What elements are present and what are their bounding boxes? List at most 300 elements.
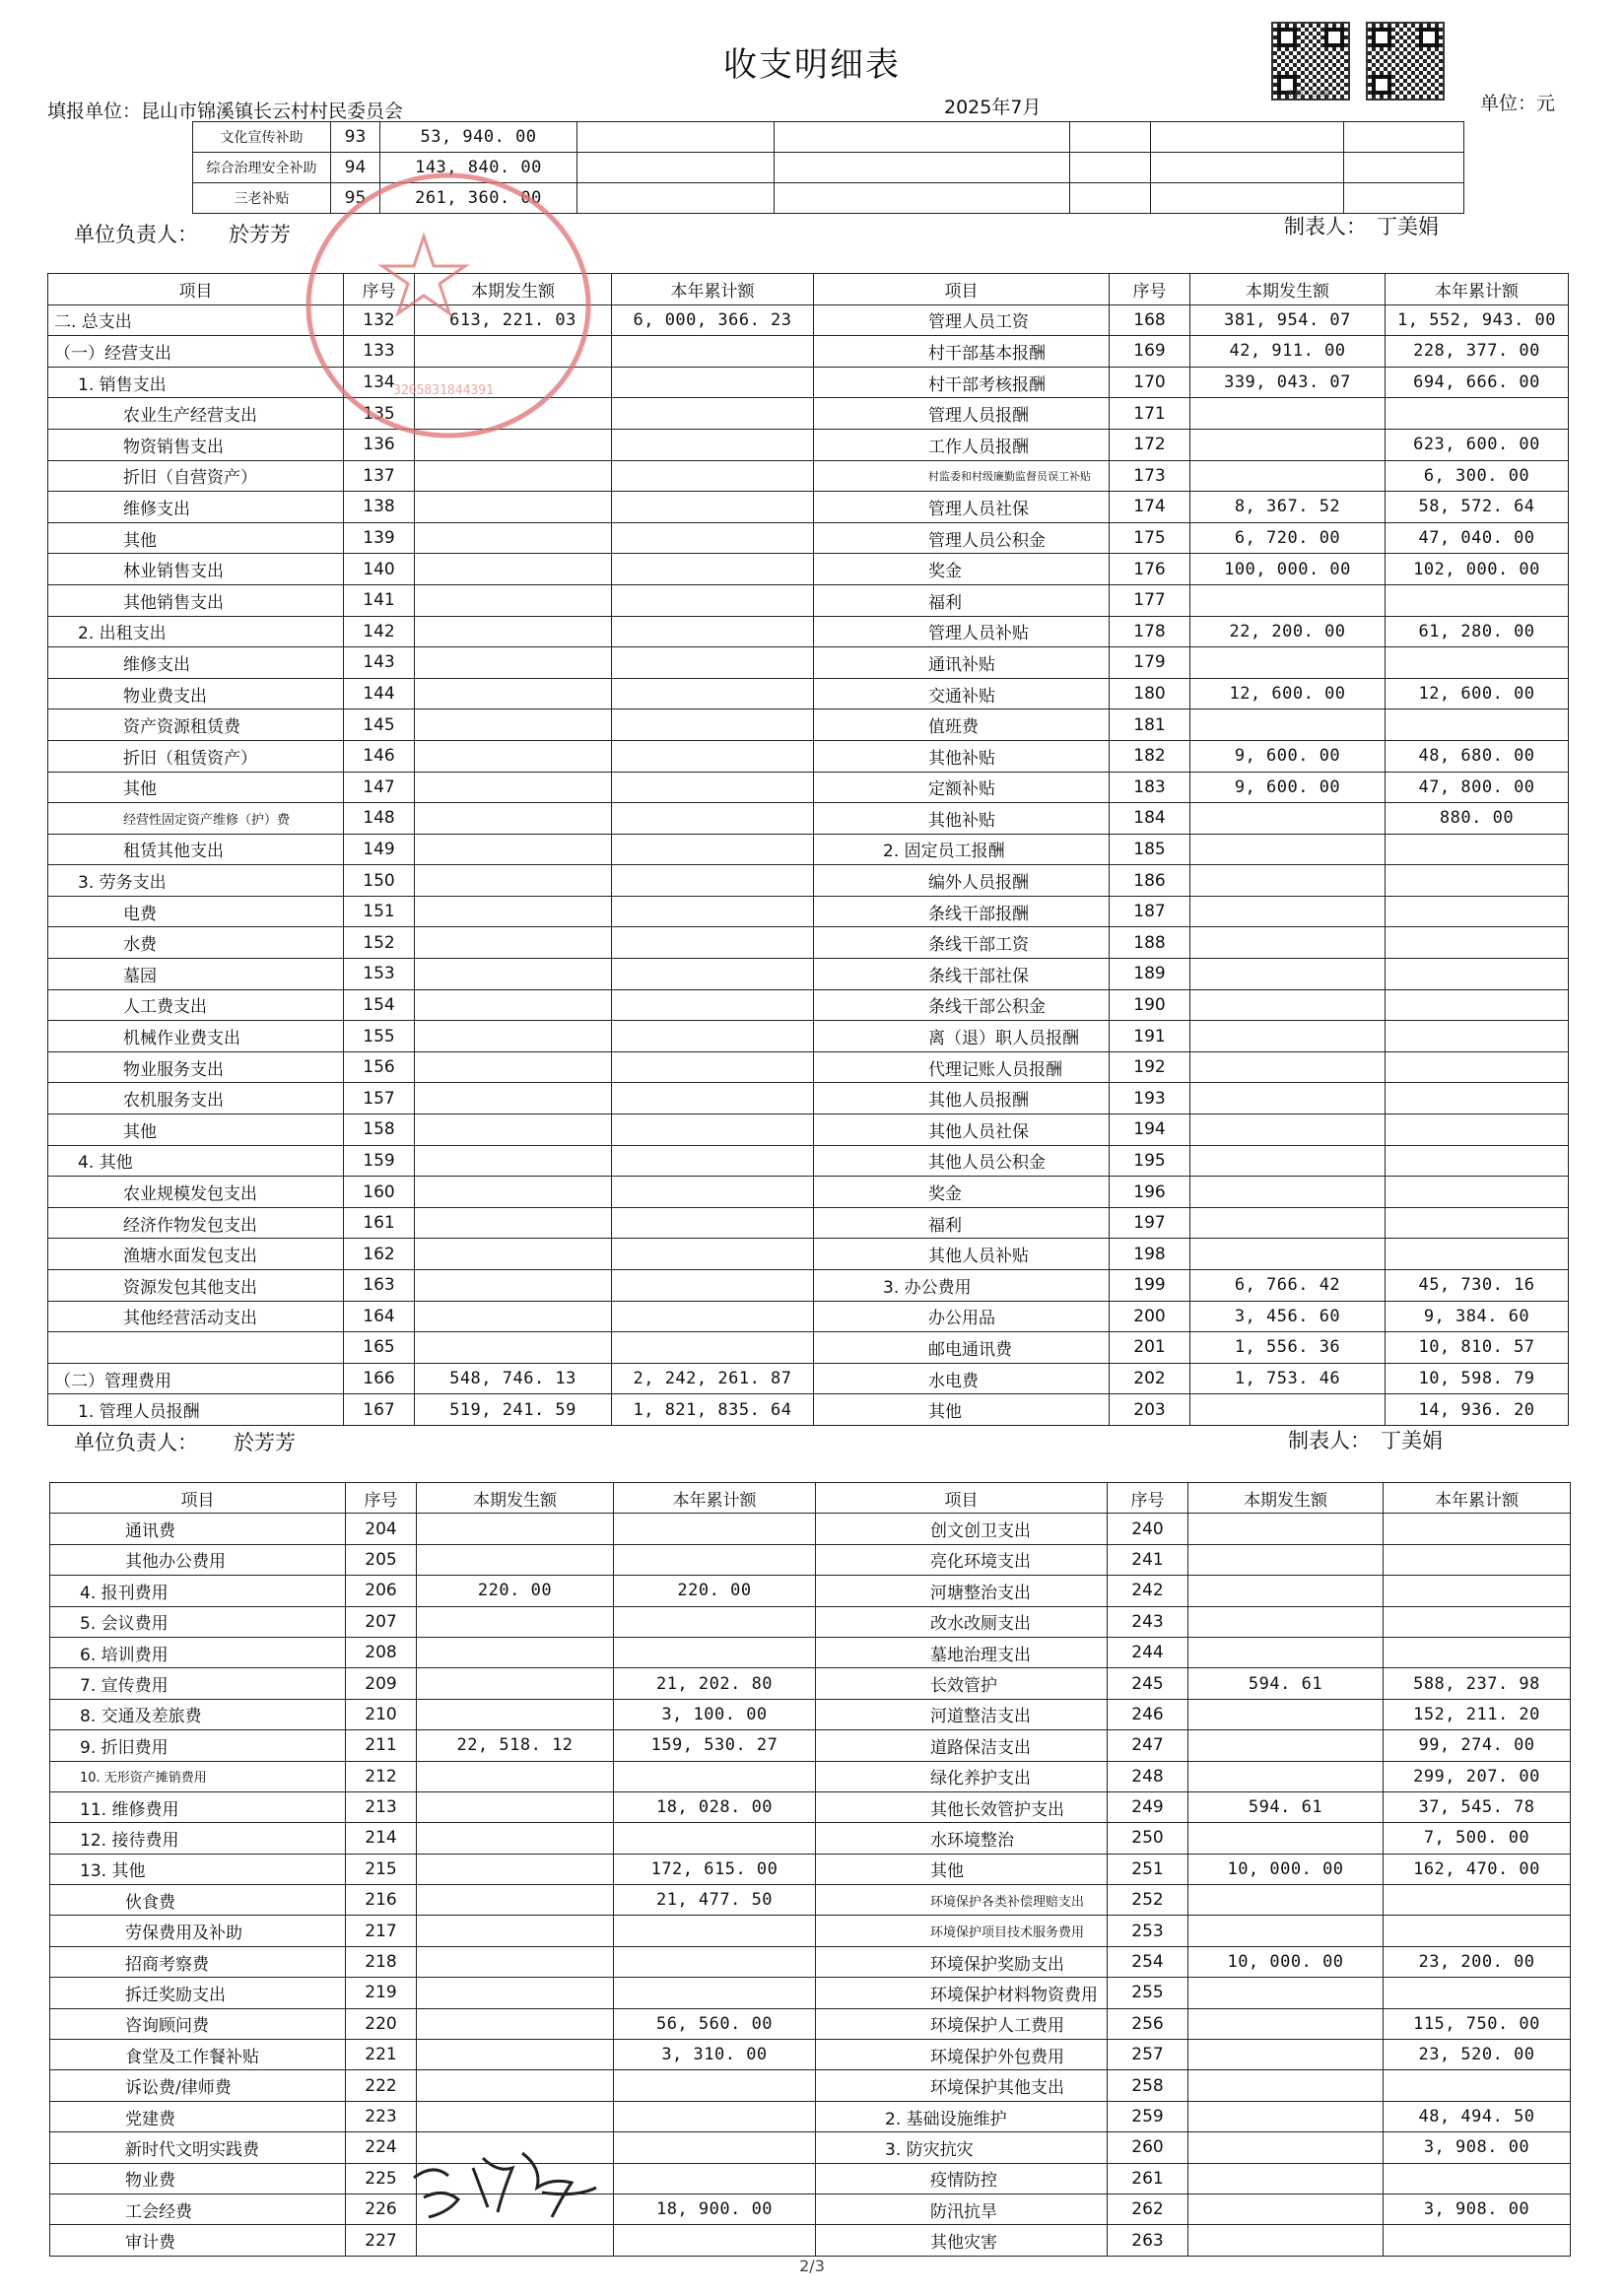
table-row (48, 1083, 1569, 1114)
row-ytd-amount (1386, 959, 1569, 990)
row-ytd-amount: 694, 666. 00 (1386, 367, 1569, 398)
table-row (50, 2194, 1571, 2224)
row-item: 道路保洁支出 (816, 1730, 1108, 1761)
row-item: 其他人员公积金 (814, 1145, 1110, 1177)
table-row (48, 678, 1569, 709)
row-current-amount (417, 2040, 614, 2070)
row-current-amount (1188, 1514, 1384, 1544)
row-current-amount (1190, 1394, 1386, 1426)
row-item: 4. 其他 (48, 1145, 344, 1177)
row-seq: 260 (1108, 2132, 1188, 2163)
table-row (50, 1576, 1571, 1606)
row-seq: 217 (346, 1916, 417, 1946)
row-current-amount: 53, 940. 00 (380, 122, 577, 153)
row-item: 其他长效管护支出 (816, 1791, 1108, 1822)
table-row (48, 772, 1569, 803)
row-item: 3. 办公费用 (814, 1270, 1110, 1302)
row-current-amount: 1, 753. 46 (1190, 1363, 1386, 1394)
table-row (48, 647, 1569, 679)
row-ytd-amount (614, 1978, 816, 2008)
row-item: 其他经营活动支出 (48, 1301, 344, 1332)
row-ytd-amount: 228, 377. 00 (1386, 336, 1569, 368)
row-seq: 135 (344, 398, 415, 430)
row-item: 咨询顾问费 (50, 2008, 346, 2039)
row-current-amount (415, 834, 612, 865)
row-ytd-amount: 99, 274. 00 (1384, 1730, 1571, 1761)
row-ytd-amount (612, 1177, 814, 1208)
preparer-label: 制表人： (1288, 1429, 1371, 1452)
row-seq: 244 (1108, 1637, 1188, 1667)
row-current-amount (417, 1514, 614, 1544)
row-ytd-amount (1384, 1978, 1571, 2008)
row-ytd-amount: 588, 237. 98 (1384, 1668, 1571, 1699)
row-item: 通讯补贴 (814, 647, 1110, 679)
row-current-amount (417, 2101, 614, 2131)
row-item: 12. 接待费用 (50, 1823, 346, 1854)
row-current-amount (1188, 1761, 1384, 1791)
row-seq: 167 (344, 1394, 415, 1426)
row-current-amount (1190, 989, 1386, 1021)
currency-unit: 单位：元 (1480, 93, 1556, 114)
row-current-amount (1190, 1239, 1386, 1270)
row-item: 环境保护奖励支出 (816, 1946, 1108, 1977)
preparer-name: 丁美娟 (1381, 1429, 1443, 1452)
row-seq: 187 (1110, 896, 1190, 927)
row-ytd-amount: 3, 908. 00 (1384, 2194, 1571, 2224)
row-item: 2. 固定员工报酬 (814, 834, 1110, 865)
row-seq: 138 (344, 492, 415, 523)
table-row (48, 1114, 1569, 1146)
row-ytd-amount: 6, 000, 366. 23 (612, 304, 814, 336)
row-ytd-amount (612, 1021, 814, 1052)
row-seq: 185 (1110, 834, 1190, 865)
row-current-amount: 220. 00 (417, 1576, 614, 1606)
row-seq: 198 (1110, 1239, 1190, 1270)
row-current-amount: 22, 200. 00 (1190, 616, 1386, 647)
row-item: 工作人员报酬 (814, 429, 1110, 460)
expense-table-1 (47, 273, 1569, 1426)
row-seq: 183 (1110, 772, 1190, 803)
row-current-amount (1190, 1207, 1386, 1239)
row-ytd-amount (612, 647, 814, 679)
table-row (193, 183, 1464, 214)
row-ytd-amount (1386, 927, 1569, 959)
row-seq: 210 (346, 1699, 417, 1729)
row-current-amount (415, 740, 612, 772)
row-current-amount (1190, 398, 1386, 430)
row-item: 亮化环境支出 (816, 1544, 1108, 1575)
row-current-amount (417, 2070, 614, 2101)
row-item: 管理人员工资 (814, 304, 1110, 336)
row-current-amount: 10, 000. 00 (1188, 1946, 1384, 1977)
row-ytd-amount: 1, 552, 943. 00 (1386, 304, 1569, 336)
row-seq: 139 (344, 522, 415, 554)
row-seq: 197 (1110, 1207, 1190, 1239)
row-item: 福利 (814, 584, 1110, 616)
row-current-amount: 519, 241. 59 (415, 1394, 612, 1426)
row-current-amount: 143, 840. 00 (380, 153, 577, 183)
row-ytd-amount (612, 803, 814, 835)
row-seq: 145 (344, 709, 415, 741)
row-item: 租赁其他支出 (48, 834, 344, 865)
handwritten-signature (404, 2138, 611, 2227)
row-seq: 219 (346, 1978, 417, 2008)
table-header-row (50, 1483, 1571, 1514)
table-row (48, 336, 1569, 368)
row-ytd-amount (612, 709, 814, 741)
row-seq: 148 (344, 803, 415, 835)
table-row (48, 304, 1569, 336)
row-ytd-amount (1384, 2225, 1571, 2256)
row-item: 三老补贴 (193, 183, 331, 214)
table-row (50, 1699, 1571, 1729)
row-ytd-amount (612, 1145, 814, 1177)
row-seq: 259 (1108, 2101, 1188, 2131)
row-seq: 95 (331, 183, 380, 214)
row-seq: 191 (1110, 1021, 1190, 1052)
row-seq: 251 (1108, 1854, 1188, 1884)
row-current-amount: 6, 766. 42 (1190, 1270, 1386, 1302)
row-ytd-amount: 7, 500. 00 (1384, 1823, 1571, 1854)
table-row (48, 1270, 1569, 1302)
row-ytd-amount: 21, 477. 50 (614, 1885, 816, 1916)
qr-caption: 正版一点通 (1286, 90, 1331, 100)
row-seq: 258 (1108, 2070, 1188, 2101)
row-item: 水电费 (814, 1363, 1110, 1394)
row-current-amount: 3, 456. 60 (1190, 1301, 1386, 1332)
row-current-amount: 12, 600. 00 (1190, 678, 1386, 709)
row-item: 党建费 (50, 2101, 346, 2131)
row-ytd-amount (612, 1270, 814, 1302)
row-seq: 190 (1110, 989, 1190, 1021)
row-current-amount (415, 398, 612, 430)
row-seq: 206 (346, 1576, 417, 1606)
row-item: 环境保护其他支出 (816, 2070, 1108, 2101)
row-item: 其他 (816, 1854, 1108, 1884)
row-item: 伙食费 (50, 1885, 346, 1916)
row-ytd-amount (612, 772, 814, 803)
row-current-amount (415, 896, 612, 927)
row-seq: 153 (344, 959, 415, 990)
table-row (193, 122, 1464, 153)
column-header-ytd: 本年累计额 (1384, 1483, 1571, 1514)
table-row (48, 865, 1569, 897)
unit-head-name: 於芳芳 (229, 223, 291, 246)
row-item: 环境保护材料物资费用 (816, 1978, 1108, 2008)
row-seq: 257 (1108, 2040, 1188, 2070)
table-row (50, 1885, 1571, 1916)
row-current-amount (415, 989, 612, 1021)
row-item: 环境保护外包费用 (816, 2040, 1108, 2070)
table-row (50, 1761, 1571, 1791)
row-item: 其他 (48, 1114, 344, 1146)
row-current-amount (1190, 959, 1386, 990)
row-seq: 252 (1108, 1885, 1188, 1916)
table-row (48, 367, 1569, 398)
row-ytd-amount (614, 1637, 816, 1667)
row-ytd-amount: 48, 494. 50 (1384, 2101, 1571, 2131)
row-seq: 188 (1110, 927, 1190, 959)
row-current-amount (415, 803, 612, 835)
row-seq: 241 (1108, 1544, 1188, 1575)
row-current-amount (415, 1114, 612, 1146)
table-row (48, 1363, 1569, 1394)
svg-text:3205831844391: 3205831844391 (393, 383, 494, 398)
row-ytd-amount (612, 1301, 814, 1332)
row-seq: 203 (1110, 1394, 1190, 1426)
table-row (50, 1730, 1571, 1761)
row-ytd-amount: 56, 560. 00 (614, 2008, 816, 2039)
row-seq: 161 (344, 1207, 415, 1239)
row-current-amount (1188, 2101, 1384, 2131)
row-ytd-amount (612, 834, 814, 865)
row-current-amount (415, 1051, 612, 1083)
row-ytd-amount (1384, 1637, 1571, 1667)
row-item: 9. 折旧费用 (50, 1730, 346, 1761)
row-item: 农业生产经营支出 (48, 398, 344, 430)
row-item: 食堂及工作餐补贴 (50, 2040, 346, 2070)
table-row (48, 492, 1569, 523)
row-ytd-amount (612, 367, 814, 398)
row-ytd-amount: 45, 730. 16 (1386, 1270, 1569, 1302)
row-item: 墓地治理支出 (816, 1637, 1108, 1667)
row-ytd-amount (614, 1916, 816, 1946)
row-seq: 227 (346, 2225, 417, 2256)
row-ytd-amount (614, 2070, 816, 2101)
table-row (48, 834, 1569, 865)
row-seq: 189 (1110, 959, 1190, 990)
table-row (48, 803, 1569, 835)
row-seq: 208 (346, 1637, 417, 1667)
row-ytd-amount (1384, 2070, 1571, 2101)
row-item: 村干部考核报酬 (814, 367, 1110, 398)
row-item: 改水改厕支出 (816, 1606, 1108, 1637)
row-ytd-amount (614, 2163, 816, 2194)
table-row (50, 1854, 1571, 1884)
report-period: 2025年7月 (944, 97, 1042, 118)
row-seq: 222 (346, 2070, 417, 2101)
row-ytd-amount: 37, 545. 78 (1384, 1791, 1571, 1822)
row-current-amount (1188, 1916, 1384, 1946)
row-seq: 248 (1108, 1761, 1188, 1791)
row-current-amount (1188, 1576, 1384, 1606)
row-ytd-amount: 18, 900. 00 (614, 2194, 816, 2224)
row-item: 管理人员公积金 (814, 522, 1110, 554)
row-ytd-amount (612, 678, 814, 709)
row-seq: 201 (1110, 1332, 1190, 1364)
row-current-amount: 1, 556. 36 (1190, 1332, 1386, 1364)
row-ytd-amount (1386, 1083, 1569, 1114)
row-current-amount (1190, 1114, 1386, 1146)
row-current-amount (1188, 2194, 1384, 2224)
empty-cell (1070, 122, 1151, 153)
row-item (48, 1332, 344, 1364)
table-row (193, 153, 1464, 183)
row-item: 办公用品 (814, 1301, 1110, 1332)
row-ytd-amount (614, 2132, 816, 2163)
row-seq: 196 (1110, 1177, 1190, 1208)
row-item: 6. 培训费用 (50, 1637, 346, 1667)
row-current-amount (1188, 2163, 1384, 2194)
row-item: 经济作物发包支出 (48, 1207, 344, 1239)
column-header-ytd: 本年累计额 (1386, 274, 1569, 305)
table-row (50, 2101, 1571, 2131)
table-row (48, 1051, 1569, 1083)
row-seq: 168 (1110, 304, 1190, 336)
row-item: 管理人员补贴 (814, 616, 1110, 647)
row-current-amount (1188, 2132, 1384, 2163)
row-ytd-amount: 23, 520. 00 (1384, 2040, 1571, 2070)
empty-cell (1070, 183, 1151, 214)
row-seq: 223 (346, 2101, 417, 2131)
row-current-amount: 100, 000. 00 (1190, 554, 1386, 585)
row-item: 林业销售支出 (48, 554, 344, 585)
row-seq: 93 (331, 122, 380, 153)
row-item: 1. 销售支出 (48, 367, 344, 398)
row-current-amount (415, 865, 612, 897)
table-row (48, 1177, 1569, 1208)
row-current-amount (415, 709, 612, 741)
row-seq: 184 (1110, 803, 1190, 835)
empty-cell (1070, 153, 1151, 183)
row-seq: 213 (346, 1791, 417, 1822)
row-current-amount (417, 1606, 614, 1637)
row-seq: 173 (1110, 460, 1190, 492)
row-current-amount (415, 616, 612, 647)
row-item: 条线干部公积金 (814, 989, 1110, 1021)
row-item: 福利 (814, 1207, 1110, 1239)
row-seq: 220 (346, 2008, 417, 2039)
row-item: 3. 劳务支出 (48, 865, 344, 897)
row-seq: 149 (344, 834, 415, 865)
table-row (50, 2132, 1571, 2163)
row-item: 河塘整治支出 (816, 1576, 1108, 1606)
row-current-amount: 594. 61 (1188, 1791, 1384, 1822)
row-item: 物资销售支出 (48, 429, 344, 460)
row-current-amount (415, 492, 612, 523)
row-item: 奖金 (814, 554, 1110, 585)
row-seq: 255 (1108, 1978, 1188, 2008)
row-item: 物业服务支出 (48, 1051, 344, 1083)
row-item: 5. 会议费用 (50, 1606, 346, 1637)
table-row (50, 2008, 1571, 2039)
row-item: 2. 出租支出 (48, 616, 344, 647)
column-header-ytd: 本年累计额 (612, 274, 814, 305)
row-ytd-amount: 1, 821, 835. 64 (612, 1394, 814, 1426)
row-current-amount (1188, 1606, 1384, 1637)
row-current-amount (1190, 1177, 1386, 1208)
row-seq: 263 (1108, 2225, 1188, 2256)
row-current-amount: 9, 600. 00 (1190, 772, 1386, 803)
row-ytd-amount (1384, 1514, 1571, 1544)
row-item: 机械作业费支出 (48, 1021, 344, 1052)
row-ytd-amount (612, 959, 814, 990)
row-current-amount (415, 647, 612, 679)
row-current-amount (1190, 1051, 1386, 1083)
row-ytd-amount: 9, 384. 60 (1386, 1301, 1569, 1332)
row-ytd-amount: 61, 280. 00 (1386, 616, 1569, 647)
row-item: 物业费支出 (48, 678, 344, 709)
row-item: 折旧（自营资产） (48, 460, 344, 492)
row-current-amount (415, 959, 612, 990)
row-ytd-amount: 3, 100. 00 (614, 1699, 816, 1729)
row-current-amount (1188, 1885, 1384, 1916)
row-current-amount (415, 772, 612, 803)
row-seq: 180 (1110, 678, 1190, 709)
row-seq: 132 (344, 304, 415, 336)
row-seq: 143 (344, 647, 415, 679)
row-ytd-amount: 23, 200. 00 (1384, 1946, 1571, 1977)
row-current-amount (417, 1978, 614, 2008)
row-seq: 158 (344, 1114, 415, 1146)
row-item: 招商考察费 (50, 1946, 346, 1977)
row-item: 绿化养护支出 (816, 1761, 1108, 1791)
unit-head-label: 单位负责人： (74, 223, 198, 246)
row-item: 诉讼费/律师费 (50, 2070, 346, 2101)
row-item: 经营性固定资产维修（护）费 (48, 803, 344, 835)
row-ytd-amount (1386, 1114, 1569, 1146)
row-ytd-amount (612, 896, 814, 927)
row-seq: 246 (1108, 1699, 1188, 1729)
row-item: 邮电通讯费 (814, 1332, 1110, 1364)
row-ytd-amount: 623, 600. 00 (1386, 429, 1569, 460)
row-item: 资产资源租赁费 (48, 709, 344, 741)
empty-cell (775, 122, 1070, 153)
row-item: 代理记账人员报酬 (814, 1051, 1110, 1083)
table-row (50, 2163, 1571, 2194)
row-seq: 211 (346, 1730, 417, 1761)
row-ytd-amount (612, 865, 814, 897)
row-seq: 134 (344, 367, 415, 398)
row-ytd-amount (612, 1051, 814, 1083)
qr-code-icon (1366, 22, 1445, 101)
row-seq: 216 (346, 1885, 417, 1916)
row-current-amount (1188, 2040, 1384, 2070)
row-current-amount (417, 2008, 614, 2039)
row-ytd-amount (612, 1332, 814, 1364)
row-current-amount (1190, 1145, 1386, 1177)
row-item: 墓园 (48, 959, 344, 990)
row-seq: 204 (346, 1514, 417, 1544)
empty-cell (1344, 183, 1464, 214)
row-current-amount (417, 1791, 614, 1822)
row-item: 环境保护项目技术服务费用 (816, 1916, 1108, 1946)
column-header-seq: 序号 (1108, 1483, 1188, 1514)
row-ytd-amount (1386, 896, 1569, 927)
column-header-current: 本期发生额 (1190, 274, 1386, 305)
row-seq: 181 (1110, 709, 1190, 741)
row-item: 其他人员社保 (814, 1114, 1110, 1146)
row-current-amount (415, 1083, 612, 1114)
row-seq: 226 (346, 2194, 417, 2224)
row-seq: 175 (1110, 522, 1190, 554)
row-current-amount: 10, 000. 00 (1188, 1854, 1384, 1884)
row-ytd-amount: 3, 908. 00 (1384, 2132, 1571, 2163)
row-item: （二）管理费用 (48, 1363, 344, 1394)
row-item: 其他 (48, 772, 344, 803)
row-item: 交通补贴 (814, 678, 1110, 709)
row-current-amount (415, 336, 612, 368)
row-current-amount (417, 1699, 614, 1729)
row-seq: 256 (1108, 2008, 1188, 2039)
row-seq: 169 (1110, 336, 1190, 368)
row-item: 人工费支出 (48, 989, 344, 1021)
row-seq: 250 (1108, 1823, 1188, 1854)
row-ytd-amount: 152, 211. 20 (1384, 1699, 1571, 1729)
row-ytd-amount: 48, 680. 00 (1386, 740, 1569, 772)
table-row (48, 429, 1569, 460)
row-ytd-amount: 21, 202. 80 (614, 1668, 816, 1699)
